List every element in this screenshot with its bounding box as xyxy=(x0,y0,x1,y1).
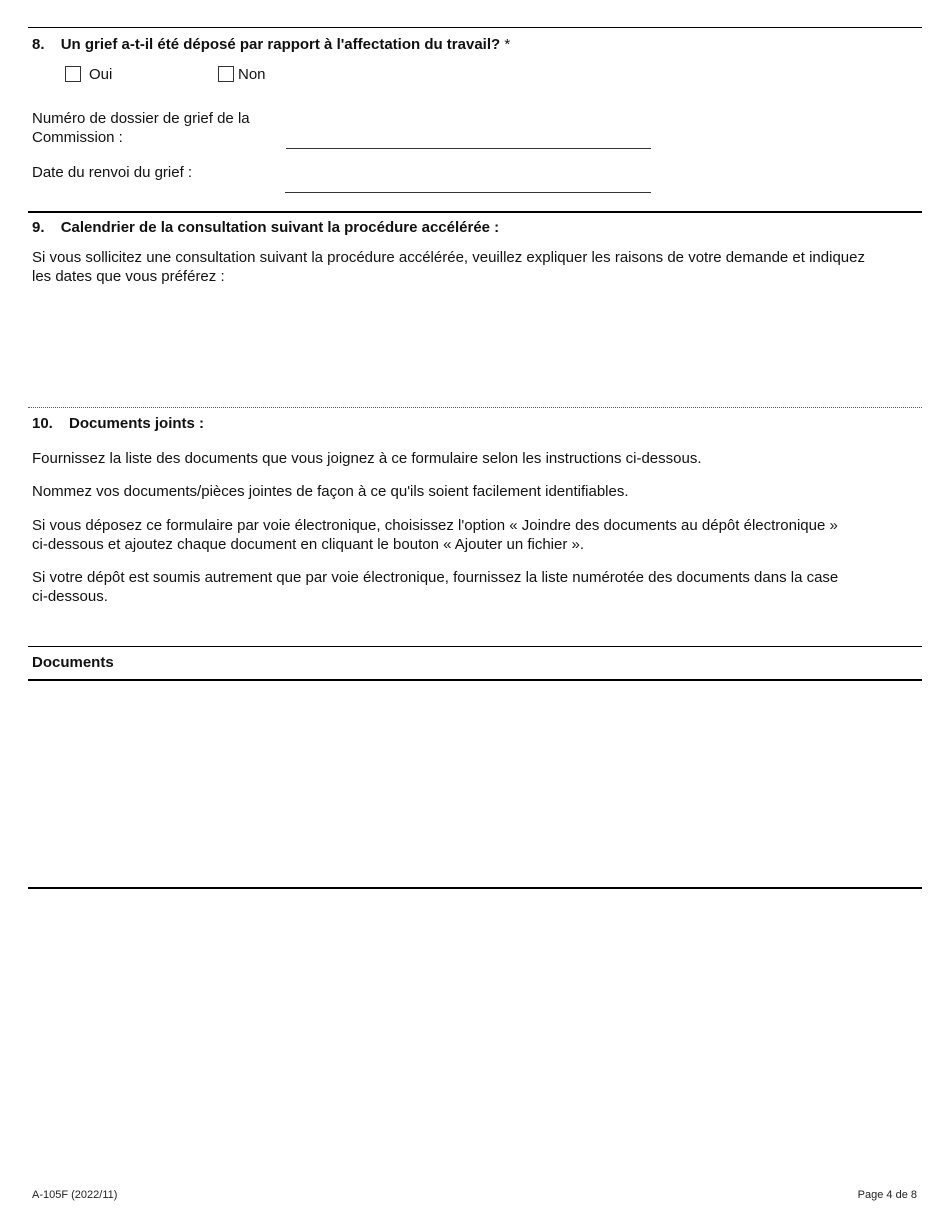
section-10-divider xyxy=(28,407,922,408)
form-code: A-105F (2022/11) xyxy=(32,1189,118,1201)
section-9-instructions xyxy=(32,248,912,286)
documents-list-area[interactable] xyxy=(28,682,922,886)
section-10-heading xyxy=(32,415,204,432)
grievance-file-number-field[interactable] xyxy=(286,148,651,149)
section-8-number: 8. xyxy=(32,36,45,53)
section-10-title: Documents joints : xyxy=(69,415,205,432)
section-9-number: 9. xyxy=(32,219,45,236)
section-9-instructions-line1: Si vous sollicitez une consultation suivant la procédure accélérée, veuillez expliquer les raisons de votre demande et indiquez xyxy=(32,249,865,266)
non-label: Non xyxy=(238,66,266,83)
section-10-paragraph-3-line2: ci-dessous et ajoutez chaque document en cliquant le bouton « Ajouter un fichier ». xyxy=(32,536,585,553)
section-10-paragraph-3-line1: Si vous déposez ce formulaire par voie électronique, choisissez l'option « Joindre des documents au dépôt électronique » xyxy=(32,517,838,534)
section-10-paragraph-2: Nommez vos documents/pièces jointes de façon à ce qu'ils soient facilement identifiables. xyxy=(32,483,629,500)
referral-date-field[interactable] xyxy=(285,192,651,193)
documents-header: Documents xyxy=(32,654,114,671)
section-9-title: Calendrier de la consultation suivant la procédure accélérée : xyxy=(60,219,500,236)
documents-header-border xyxy=(28,679,922,681)
top-divider xyxy=(28,27,922,28)
section-10-number: 10. xyxy=(32,415,53,432)
section-10-paragraph-4 xyxy=(32,568,912,606)
non-checkbox[interactable] xyxy=(218,66,234,82)
documents-top-border xyxy=(28,646,922,647)
grievance-file-number-label xyxy=(32,109,250,147)
documents-bottom-border xyxy=(28,887,922,889)
oui-label: Oui xyxy=(89,66,113,83)
expedited-reasons-textarea[interactable] xyxy=(28,290,922,402)
referral-date-label: Date du renvoi du grief : xyxy=(32,164,193,181)
section-9-instructions-line2: les dates que vous préférez : xyxy=(32,268,225,285)
section-9-divider xyxy=(28,211,922,213)
oui-checkbox[interactable] xyxy=(65,66,81,82)
section-10-paragraph-4-line2: ci-dessous. xyxy=(32,588,108,605)
section-10-paragraph-4-line1: Si votre dépôt est soumis autrement que par voie électronique, fournissez la liste numérotée des documents dans la case xyxy=(32,569,839,586)
section-9-heading xyxy=(32,219,499,236)
page-number: Page 4 de 8 xyxy=(857,1189,917,1201)
grievance-file-number-label-line1: Numéro de dossier de grief de la xyxy=(32,110,250,127)
section-10-paragraph-1: Fournissez la liste des documents que vous joignez à ce formulaire selon les instructions ci-dessous. xyxy=(32,450,702,467)
section-8-question: Un grief a-t-il été déposé par rapport à l'affectation du travail? xyxy=(60,36,501,53)
required-marker: * xyxy=(504,36,511,53)
section-8-heading xyxy=(32,36,510,53)
grievance-file-number-label-line2: Commission : xyxy=(32,129,123,146)
section-10-paragraph-3 xyxy=(32,516,912,554)
